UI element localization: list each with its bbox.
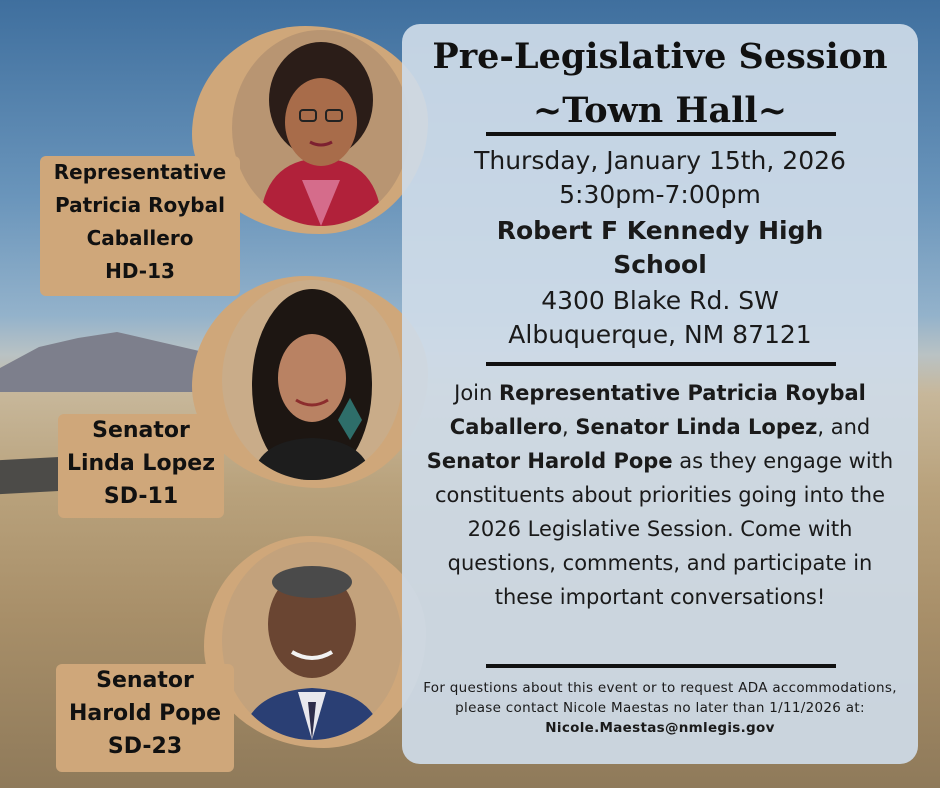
sep-1: , [562,415,576,439]
name-tag-harold [56,664,234,772]
invitation-rest: as they engage with constituents about priorities going into the 2026 Legislative Session. Come with questions, comments, and participate in these important conversations! [434,449,894,609]
name-tag-linda [58,414,224,518]
event-title: Pre-Legislative Session [432,36,888,77]
event-subtitle: ~Town Hall~ [532,90,788,131]
person-3-line-2: Harold Pope [68,701,222,726]
person-2-line-2: Linda Lopez [66,451,216,476]
person-1-line-2: Patricia Roybal [55,193,225,217]
senator-pope-bold: Senator Harold Pope [426,449,673,473]
senator-lopez-bold: Senator Linda Lopez [575,415,818,439]
name-tag-patricia [40,156,240,296]
person-2-line-3: SD-11 [103,484,179,509]
event-info-panel [402,24,918,764]
portrait-harold-pope [222,542,402,740]
invitation-paragraph [422,376,898,614]
divider-bottom [486,664,836,668]
person-2-line-1: Senator [92,418,190,443]
person-3-line-3: SD-23 [107,734,183,759]
portrait-linda-lopez [222,280,402,480]
divider-middle [486,362,836,366]
person-1-line-4: HD-13 [105,259,175,283]
venue-address-line-2: Albuquerque, NM 87121 [508,320,812,349]
person-1-line-3: Caballero [86,226,194,250]
contact-email[interactable]: Nicole.Maestas@nmlegis.gov [545,720,775,736]
event-time: 5:30pm-7:00pm [559,180,761,209]
event-date: Thursday, January 15th, 2026 [474,146,846,175]
divider-top [486,132,836,136]
venue-address-line-1: 4300 Blake Rd. SW [541,286,779,315]
portrait-patricia-roybal-caballero [232,30,410,226]
venue-name-line-1: Robert F Kennedy High [496,216,824,245]
contact-note [416,678,904,738]
join-text: Join [454,381,500,405]
person-1-line-1: Representative [53,160,227,184]
sep-2: , and [817,415,871,439]
venue-name-line-2: School [613,250,707,279]
rep-name-bold: Representative Patricia Roybal Caballero [449,381,866,439]
person-3-line-1: Senator [96,668,194,693]
contact-text: For questions about this event or to request ADA accommodations, please contact Nicole Maestas no later than 1/11/2026 at: [423,680,897,716]
